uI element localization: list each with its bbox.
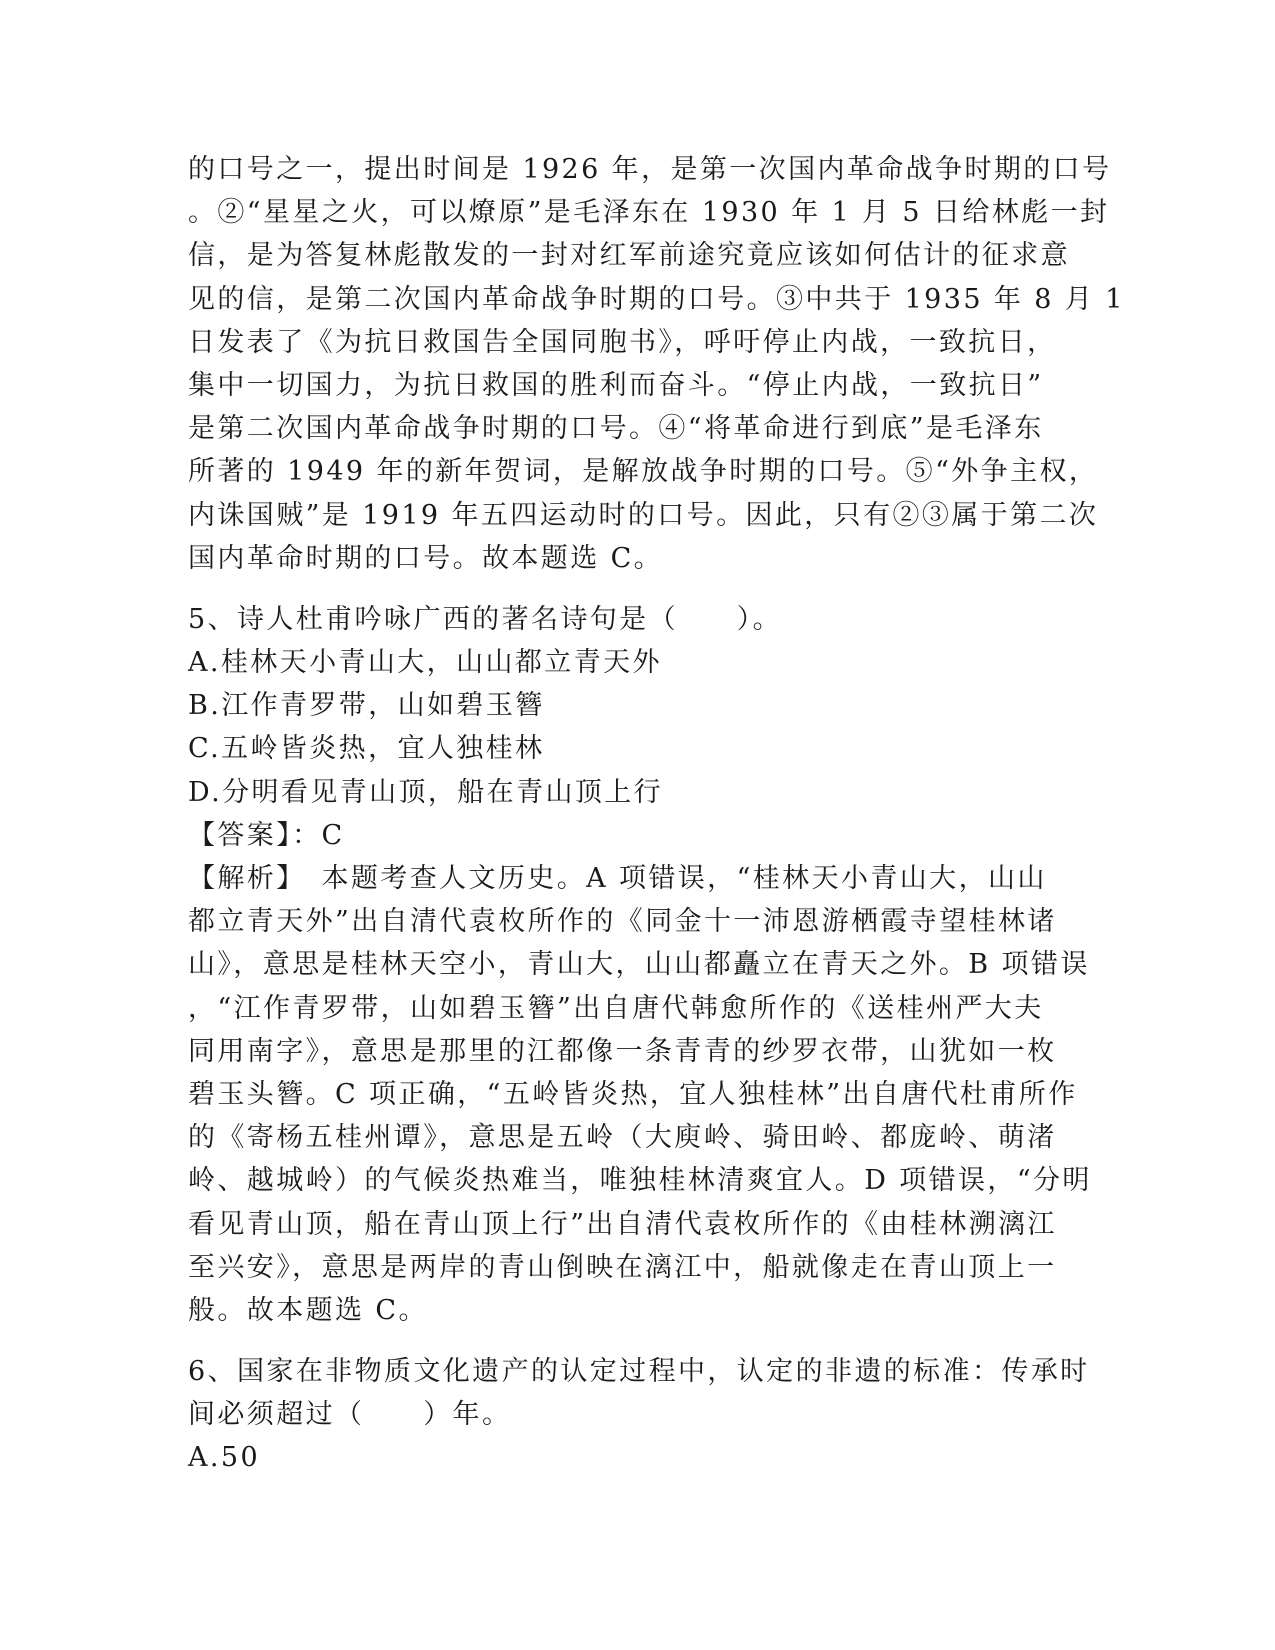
option-a: A.50	[188, 1442, 261, 1474]
option-d: D.分明看见青山顶，船在青山顶上行	[188, 776, 664, 808]
question-text: 间必须超过（ ）年。	[188, 1399, 512, 1431]
text-line: 【解析】 本题考查人文历史。A 项错误，“桂林天小青山大，山山	[188, 863, 1047, 894]
text-line: 至兴安》，意思是两岸的青山倒映在漓江中，船就像走在青山顶上一	[188, 1251, 1057, 1283]
text-line: 内诛国贼”是 1919 年五四运动时的口号。因此，只有②③属于第二次	[188, 499, 1099, 531]
question-text: 6、国家在非物质文化遗产的认定过程中，认定的非遗的标准：传承时	[188, 1356, 1090, 1388]
text-line: 同用南字》，意思是那里的江都像一条青青的纱罗衣带，山犹如一枚	[188, 1035, 1057, 1067]
option-c: C.五岭皆炎热，宜人独桂林	[188, 733, 545, 765]
text-line: ，“江作青罗带，山如碧玉簪”出自唐代韩愈所作的《送桂州严大夫	[188, 992, 1044, 1024]
text-line: 信，是为答复林彪散发的一封对红军前途究竟应该如何估计的征求意	[188, 240, 1070, 272]
text-line: 看见青山顶，船在青山顶上行”出自清代袁枚所作的《由桂林溯漓江	[188, 1208, 1057, 1240]
option-b: B.江作青罗带，山如碧玉簪	[188, 690, 545, 722]
answer-line: 【答案】：C	[188, 819, 345, 851]
question-6	[188, 1350, 1088, 1480]
question-4-explanation	[188, 148, 1125, 580]
document-page	[188, 148, 1125, 1480]
text-line: 的《寄杨五桂州谭》，意思是五岭（大庾岭、骑田岭、都庞岭、萌渚	[188, 1122, 1057, 1154]
option-a: A.桂林天小青山大，山山都立青天外	[188, 647, 662, 679]
text-line: 碧玉头簪。C 项正确，“五岭皆炎热，宜人独桂林”出自唐代杜甫所作	[188, 1078, 1078, 1110]
text-line: 山》，意思是桂林天空小，青山大，山山都矗立在青天之外。B 项错误	[188, 949, 1090, 981]
question-5	[188, 598, 1092, 1332]
text-line: 。②“星星之火，可以燎原”是毛泽东在 1930 年 1 月 5 日给林彪一封	[188, 197, 1110, 229]
text-line: 的口号之一，提出时间是 1926 年，是第一次国内革命战争时期的口号	[188, 154, 1112, 185]
question-text: 5、诗人杜甫吟咏广西的著名诗句是（ ）。	[188, 603, 783, 635]
text-line: 国内革命时期的口号。故本题选 C。	[188, 542, 664, 574]
text-line: 日发表了《为抗日救国告全国同胞书》，呼吁停止内战，一致抗日，	[188, 326, 1057, 358]
text-line: 集中一切国力，为抗日救国的胜利而奋斗。“停止内战，一致抗日”	[188, 369, 1044, 401]
text-line: 是第二次国内革命战争时期的口号。④“将革命进行到底”是毛泽东	[188, 413, 1044, 445]
spacer	[188, 1332, 1088, 1350]
text-line: 岭、越城岭）的气候炎热难当，唯独桂林清爽宜人。D 项错误，“分明	[188, 1165, 1092, 1197]
text-line: 所著的 1949 年的新年贺词，是解放战争时期的口号。⑤“外争主权，	[188, 456, 1099, 488]
text-line: 般。故本题选 C。	[188, 1294, 428, 1326]
spacer	[188, 580, 1088, 598]
text-line: 都立青天外”出自清代袁枚所作的《同金十一沛恩游栖霞寺望桂林诸	[188, 906, 1057, 938]
text-line: 见的信，是第二次国内革命战争时期的口号。③中共于 1935 年 8 月 1	[188, 283, 1125, 315]
